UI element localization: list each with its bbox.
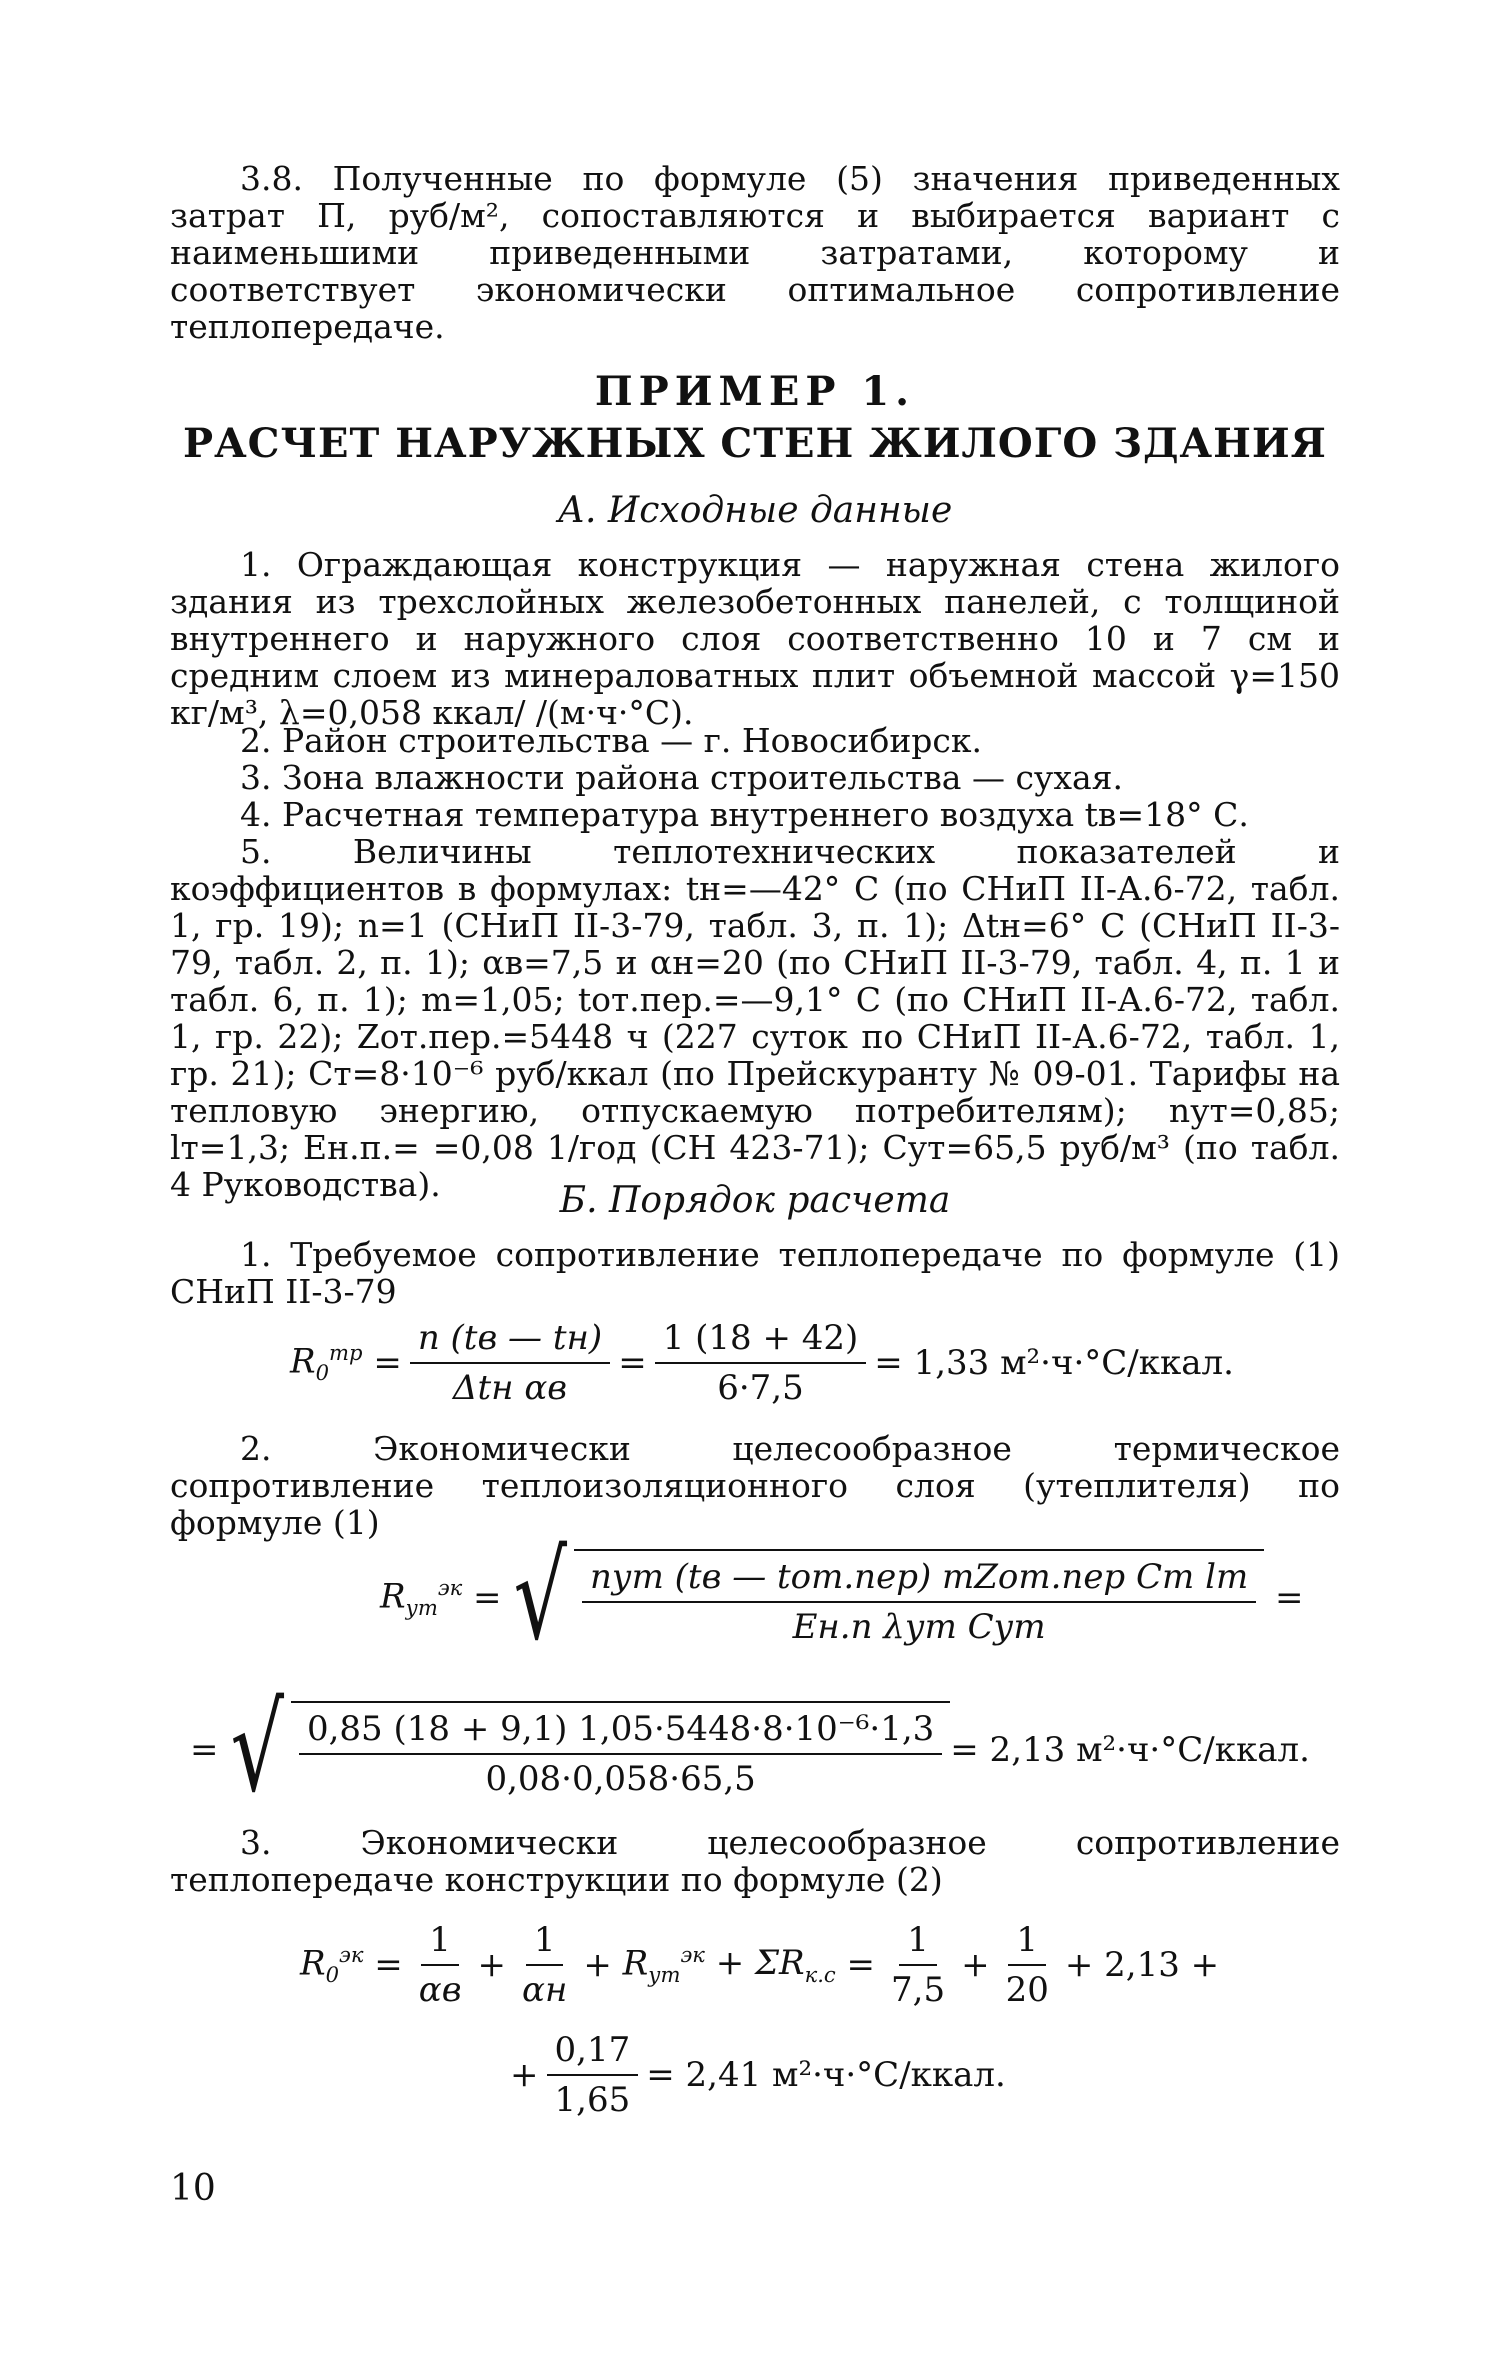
example-title: ПРИМЕР 1. <box>594 368 916 415</box>
formula-economic-total-resistance: $R_0^{эк}$ = $\frac{1}{\alpha в}$ + $\frac{1}{\alpha н}$ + $R_{ут}^{эк}$ + $\Sigma R_{к.с}$ = $\frac{1}{7,5}$ + $\frac{1}{20}$ + 2,13 + <box>300 1920 1220 2010</box>
formula-required-resistance: $R_0^{тр}$ = $\frac{n (tв — tн)}{\text{Δtн αв}}$ = $\frac{1 (18 + 42)}{6\cdot 7,5}$ = 1,33 м²·ч·°С/ккал. <box>290 1318 1234 1408</box>
input-item-4: 4. Расчетная температура внутреннего воздуха tв=18° С. <box>240 795 1249 834</box>
formula-economic-total-resistance-result: + $\frac{0,17}{1,65}$ = 2,41 м²·ч·°С/ккал. <box>510 2030 1006 2120</box>
example-subtitle: РАСЧЕТ НАРУЖНЫХ СТЕН ЖИЛОГО ЗДАНИЯ <box>183 420 1327 467</box>
formula-economic-insulation-values: = √ $\frac{\text{0,85 (18 + 9,1) 1,05·5448·8·10⁻⁶·1,3}}{0,08\cdot 0,058\cdot 65,5}$ = 2,13 м²·ч·°С/ккал. <box>190 1680 1310 1819</box>
step-2-text: 2. Экономически целесообразное термическое сопротивление теплоизоляционного слоя (утеплителя) по формуле (1) <box>170 1429 1340 1542</box>
section-a-heading: А. Исходные данные <box>557 490 953 531</box>
input-item-3: 3. Зона влажности района строительства — сухая. <box>240 758 1123 797</box>
step-1-text: 1. Требуемое сопротивление теплопередаче по формуле (1) СНиП II-3-79 <box>170 1235 1340 1311</box>
formula-economic-insulation-resistance: $R_{ут}^{эк}$ = √ $\frac{\text{nут (tв — tот.пер) mZот.пер Cт lт}}{\text{Eн.п λут Cут}}$ = <box>380 1528 1304 1667</box>
page-number: 10 <box>170 2168 216 2209</box>
input-item-1: 1. Ограждающая конструкция — наружная стена жилого здания из трехслойных железобетонных панелей, с толщиной внутреннего и наружного слоя соответственно 10 и 7 см и средним слоем из минераловатных плит объемной массой γ=150 кг/м³, λ=0,058 ккал/ /(м·ч·°С). <box>170 545 1340 732</box>
step-3-text: 3. Экономически целесообразное сопротивление теплопередаче конструкции по формуле (2) <box>170 1823 1340 1899</box>
input-item-5: 5. Величины теплотехнических показателей и коэффициентов в формулах: tн=—42° С (по СНиП II-А.6-72, табл. 1, гр. 19); n=1 (СНиП II-3-79, табл. 3, п. 1); Δtн=6° С (СНиП II-3-79, табл. 2, п. 1); αв=7,5 и αн=20 (по СНиП II-3-79, табл. 4, п. 1 и табл. 6, п. 1); m=1,05; tот.пер.=—9,1° С (по СНиП II-А.6-72, табл. 1, гр. 22); Zот.пер.=5448 ч (227 суток по СНиП II-А.6-72, табл. 1, гр. 21); Cт=8·10⁻⁶ руб/ккал (по Прейскуранту № 09-01. Тарифы на тепловую энергию, отпускаемую потребителям); nут=0,85; lт=1,3; Eн.п.= =0,08 1/год (СН 423-71); Cут=65,5 руб/м³ (по табл. 4 Руководства). <box>170 832 1340 1204</box>
section-b-heading: Б. Порядок расчета <box>559 1180 951 1221</box>
input-item-2: 2. Район строительства — г. Новосибирск. <box>240 721 983 760</box>
intro-paragraph: 3.8. Полученные по формуле (5) значения приведенных затрат П, руб/м², сопоставляются и выбирается вариант с наименьшими приведенными затратами, которому и соответствует экономически оптимальное сопротивление теплопередаче. <box>170 159 1340 346</box>
